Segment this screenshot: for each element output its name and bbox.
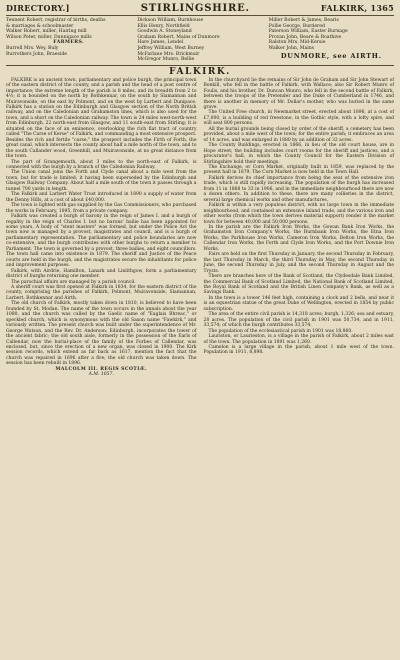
list-item: Walker Robert, miller, Hairing mill xyxy=(6,29,87,35)
list-item: Burrell Mrs. Wey, Buly xyxy=(6,45,59,51)
paragraph: The population of the ecclesiastical parish in 1901 was 18,860. xyxy=(208,328,353,334)
paragraph: All the burial grounds being closed by order of the sheriff, a cemetery has been provided, about a mile west of the town; for the entire parish; it embraces an area of 14 acres, and was enlarged in 1880 by an addition of 32 acres. xyxy=(203,126,394,143)
list-item: Ellis Henry, Northfield xyxy=(137,23,190,29)
paragraph: The Falkirk and Larbert Water Trust introduced in 1890 a supply of water from the Denny Hills, at a cost of about £40,000. xyxy=(6,192,197,203)
paragraph: Falkirk derives its chief importance from being the seat of the extensive iron trade, which is still rapidly increasing. The population of the burgh has increased from 11 in 1868 to 33 in 1906, and in the immediate neighbourhood there are now a dozen others. In addition to these, there are many collieries in the district, several large chemical works and other manufactures. xyxy=(203,175,394,203)
list-item: Dickson William, Burnhouse xyxy=(137,18,204,23)
paragraph: Lauriston, or Laurieston, is a village in the parish of Falkirk, about 2 miles east of the town. The population in 1891 was 1,260. xyxy=(203,334,394,345)
paragraph: In the town is a tower 146 feet high, containing a clock and 2 bells, and near it is an equestrian statue of the great Duke of Wellington, erected in 1854 by public subscription. xyxy=(203,295,394,312)
paragraph: The County Buildings, erected in 1866, in lieu of the old court house, are in Hope street; the building includes court rooms for the sheriff and justices, and a procurator's hall, in which the County Council for the Eastern Division of Stirlingshire hold their meetings. xyxy=(203,143,394,165)
paragraph: Falkirk is within a very populous district, with no large town in the immediate neighbourhood, and contained an extensive inland trade, and the various iron and other works (from which the town derives material support) render it the market town for between 40,000 and 50,000 persons. xyxy=(203,203,394,225)
list-item: Goodwin A. Stoneyland xyxy=(137,29,192,35)
list-item: Tennent Robert, registrar of births, deaths xyxy=(6,18,106,23)
paragraph: A sheriff court was first opened at Falkirk in 1834, for the eastern district of the county, comprising the parishes of Falkirk, Polmont, Muiravonside, Slamannan, Larbert, Bothkennar and Airth. xyxy=(6,284,197,301)
paragraph: Camelon is a large village in the parish, about 1 mile west of the town. Population in 1911, 8,898. xyxy=(203,344,394,356)
paragraph: The old church of Falkirk, mostly taken down in 1810, is believed to have been founded by St. Modan. The name of the town occurs in the annals about the year 1080, and the church was called by the Gaelic name of "Eaglais Bhreac," or speckled church, which is synonymous with the old Saxon name "Fawkirk," and variously written. The present church was built under the superintendence of Mr. George Watson, and the Rev. Dr. Anderson; Edinburgh, incorporates the tower of the ancient fabric; the old south aisle, formerly in the possession of the Earls of Callendar, now the burial-place of the family of the Forbes of Callendar, was enclosed, but, since the erection of a new organ, was closed in 1900. The Kirk session records, which extend as far back as 1617, mention the fact that the church was repaired in 1696 after a fire; the old church was taken down. The session has been rebuilt in 1896. xyxy=(6,301,197,367)
paragraph: Falkirk was created a burgh of barony in the reign of James I. and a burgh of regality in the reign of Charles I. but no barons' bailie has been appointed for some years. A body of "stent masters" was formed, but under the Police Act the town now is managed by a provost, magistrates and council, and is a burgh of parliamentary representation. The parliamentary and police boundaries are now co-extensive, and the burgh contributes with other burghs to return a member to Parliament. The town is governed by a provost, three bailies, and eight councillors. The town hall came into existence in 1879. The sheriff and Justice of the Peace courts are held in the burgh, and the magistrates secure the inhabitants for police and improvement purposes. xyxy=(6,214,197,269)
list-item: Paterson William, Easter Burnage xyxy=(268,29,348,35)
list-item: Miller Robert & James, Bearis xyxy=(268,18,339,23)
paragraph: In the parish are the Falkirk Iron Works, the Gowan Bank Iron Works, the Grahamston Iron Company's Works, the Burnbank Iron Works, the Etna Iron Works, the Parkhouse Iron Works, Cameron Iron Works, Belton Iron Works, the Callendar Iron Works, the Forth and Clyde Iron Works, and the Port Downie Iron Works. xyxy=(203,224,394,252)
paragraph: The area of the entire civil parish is 14,318 acres; burgh, 1,326; sea and estuary, 28 acres. The population of the civil parish in 1901 was 50,734, and in 1911, 33,574; of which the burgh contributes 33,574. xyxy=(203,312,394,329)
inscription-line: MALCOLM III. REGIS SCOTIÆ. xyxy=(55,366,148,372)
paragraph: The town is lighted with gas supplied by the Gas Commissioners, who purchased the works in February, 1895, from a private company. xyxy=(6,203,197,214)
list-item: & marriages & schoolmaster xyxy=(6,23,74,29)
list-item: Walker John, Mains xyxy=(268,45,315,51)
header-left: DIRECTORY.] xyxy=(6,3,70,13)
directory-column-1 xyxy=(6,18,131,63)
paragraph: The United Free church, in Newmarket street, erected about 1896, at a cost of £7,000, is a building of red freestone, in the Gothic style, with a lofty spire, and will seat 800 persons. xyxy=(203,110,394,127)
list-item: Pollie George, Burdered xyxy=(268,23,325,29)
running-head xyxy=(6,3,394,16)
list-item: Burrothers John, Braeside xyxy=(6,51,67,57)
directory-listing xyxy=(6,18,394,63)
list-item: Ralston Mrs. Mid-Kersie xyxy=(268,40,326,46)
paragraph: The Union canal joins the Forth and Clyde canal about a mile west from the town, but for trade is limited; it having been superseded by the Edinburgh and Glasgow Railway Company. About half a mile south of the town it passes through a tunnel 700 yards in length. xyxy=(6,170,197,192)
paragraph: Falkirk, with Airdrie, Hamilton, Lanark and Linlithgow, form a parliamentary district of burghs returning one member. xyxy=(6,268,197,280)
body-column-left xyxy=(6,78,197,378)
section-title: FALKIRK. xyxy=(6,65,394,77)
paragraph: There are branches here of the Bank of Scotland, the Clydesdale Bank Limited, the Commercial Bank of Scotland Limited, the National Bank of Scotland Limited, the Royal Bank of Scotland and the British Linen Company's Bank, as well as a Savings Bank. xyxy=(203,274,394,296)
inscription-line: A.M. 1057. xyxy=(88,372,114,378)
farmers-heading: FARMERS. xyxy=(53,40,85,46)
list-item: Provan John, Beare & Boathive xyxy=(268,34,342,40)
body-columns xyxy=(6,78,394,378)
paragraph: Fairs are held on the first Thursday in January, the second Thursday in February, the last Thursday in March, the third Thursday in May, the second Thursday in June, the second Thursday in July, and the second Thursday in August and the Trysts. xyxy=(203,252,394,274)
paragraph: The Exchange, or Corn Market, originally built in 1859, was replaced by the present hall in 1879. The Corn Market is now held in the Town Hall. xyxy=(203,165,394,176)
header-right: FALKIRK, 1365 xyxy=(320,3,394,13)
list-item: McFarlane Mrs. Brickmuir xyxy=(137,51,200,57)
list-item: Hare James, Lendel xyxy=(137,40,184,46)
paragraph: FALKIRK is an ancient town, parliamentary and police burgh, the principal town of the eastern district of the county, and a parish and the head of a post centre of importance; the extreme length of the parish is 8 miles, and its breadth from 2 to 4½; it is bounded on the north by Bothkennar, on the south by Slamannan and Muiravonside, on the east by Polmont, and on the west by Larbert and Dunipace. Falkirk has a station on the Edinburgh and Glasgow section of the North British railway, and on the Caledonian and Grahamston lines, which is also used for the town, and a short on the Caledonian railway. The town is 24 miles west-north-west from Edinburgh, 22 north-east from Glasgow, and 11 south-east from Stirling; it is situated on the face of an eminence, overlooking the rich flat tract of country called "The Carse of Kerse" of Falkirk, and commanding a most extensive prospect. Besides the rich and fertile "carse," the prospect includes the Firth of Forth, the great canal, which intersects the county about half a mile north of the town, and to the south Callander wood, Greenhill, and Muiravonside, at no great distance from the town. xyxy=(6,77,197,160)
list-item: McGregor Munro, Bellie xyxy=(137,57,195,63)
list-item: Wilson Peter, miller, Dunnigace mills xyxy=(6,34,92,40)
directory-column-2 xyxy=(137,18,262,63)
cross-reference-dunmore: DUNMORE, see AIRTH. xyxy=(280,51,382,60)
list-item: Graham Robert, Mains of Dunmore xyxy=(137,34,220,40)
list-item: Jeffrey William, West Burney xyxy=(137,45,205,51)
paragraph: In the churchyard lie the remains of Sir John de Graham and Sir John Stewart of Bonkill, who fell in the battle of Falkirk, with Wallace; also Sir Robert Munro of Foulis, and his brother, Dr. Duncan Munro, who fell in the second battle of Falkirk, between the troops of the Pretender and the Duke of Cumberland in 1746, and there is another in memory of Mr. Dollar's mother, who was buried in the same grave. xyxy=(203,77,394,111)
directory-column-3 xyxy=(269,18,394,63)
body-column-right xyxy=(204,78,395,378)
paragraph: The part of Grangemouth, about 3 miles to the north-east of Falkirk, is connected with the burgh by a branch of the Caledonian Railway. xyxy=(6,159,197,170)
paragraph: The parochial affairs are managed by a parish council. xyxy=(11,279,136,285)
header-county: STIRLINGSHIRE. xyxy=(140,3,250,14)
